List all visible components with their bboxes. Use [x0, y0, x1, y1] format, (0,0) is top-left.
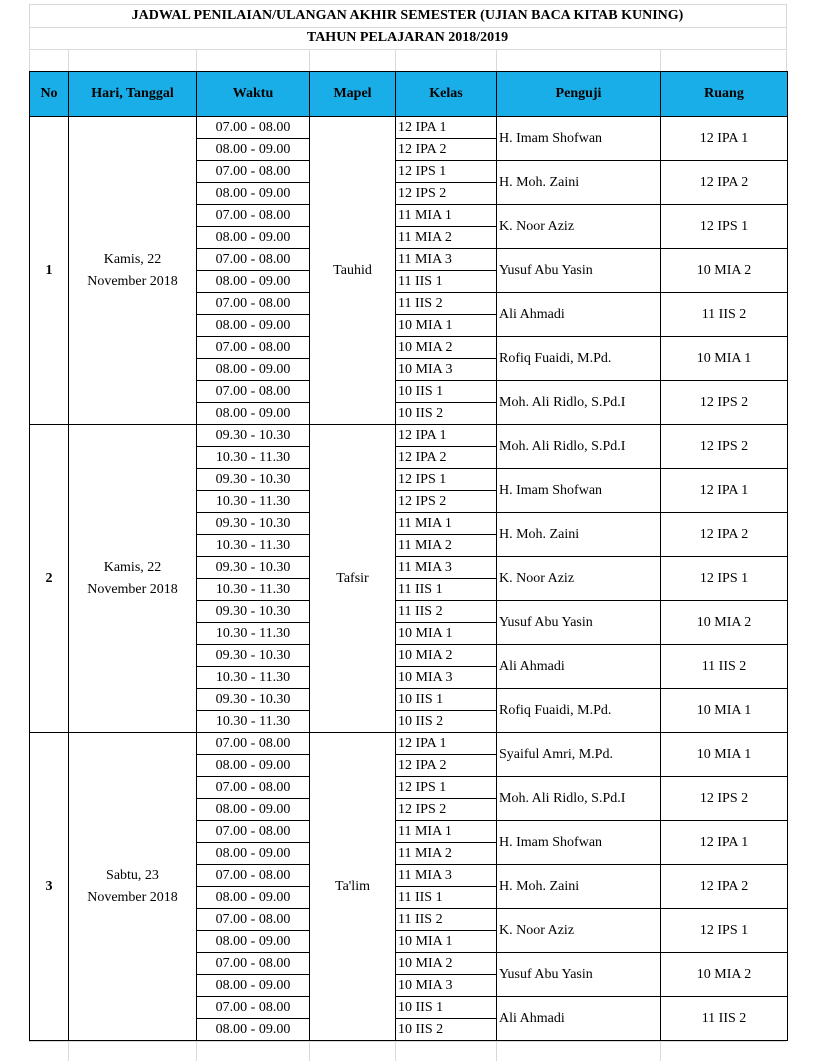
- table-row: [30, 733, 788, 755]
- gridline: [29, 49, 786, 50]
- class-cell: 10 MIA 3: [396, 975, 497, 997]
- examiner-cell: Rofiq Fuaidi, M.Pd.: [497, 689, 661, 733]
- gridline: [309, 49, 310, 71]
- table-row: [30, 117, 788, 139]
- class-cell: 11 MIA 2: [396, 843, 497, 865]
- gridline: [68, 49, 69, 71]
- header-mapel: Mapel: [310, 72, 396, 117]
- time-cell: 07.00 - 08.00: [197, 161, 310, 183]
- time-cell: 08.00 - 09.00: [197, 403, 310, 425]
- class-cell: 10 MIA 2: [396, 645, 497, 667]
- class-cell: 10 MIA 1: [396, 931, 497, 953]
- class-cell: 12 IPS 1: [396, 469, 497, 491]
- class-cell: 11 MIA 3: [396, 865, 497, 887]
- room-cell: 12 IPS 1: [661, 205, 788, 249]
- examiner-cell: H. Imam Shofwan: [497, 469, 661, 513]
- header-row: [30, 72, 788, 117]
- class-cell: 10 MIA 3: [396, 359, 497, 381]
- day-text: Kamis, 22: [103, 251, 162, 267]
- time-cell: 08.00 - 09.00: [197, 359, 310, 381]
- time-cell: 07.00 - 08.00: [197, 997, 310, 1019]
- room-cell: 12 IPS 1: [661, 909, 788, 953]
- room-cell: 10 MIA 1: [661, 733, 788, 777]
- gridline: [660, 49, 661, 71]
- class-cell: 10 IIS 1: [396, 997, 497, 1019]
- time-cell: 08.00 - 09.00: [197, 887, 310, 909]
- class-cell: 12 IPS 1: [396, 777, 497, 799]
- subject-cell: Ta'lim: [310, 733, 396, 1041]
- time-cell: 07.00 - 08.00: [197, 249, 310, 271]
- gridline: [786, 4, 787, 71]
- time-cell: 09.30 - 10.30: [197, 425, 310, 447]
- examiner-cell: H. Imam Shofwan: [497, 117, 661, 161]
- examiner-cell: Moh. Ali Ridlo, S.Pd.I: [497, 381, 661, 425]
- examiner-cell: Moh. Ali Ridlo, S.Pd.I: [497, 777, 661, 821]
- time-cell: 08.00 - 09.00: [197, 139, 310, 161]
- class-cell: 11 IIS 2: [396, 601, 497, 623]
- time-cell: 07.00 - 08.00: [197, 117, 310, 139]
- class-cell: 12 IPS 2: [396, 799, 497, 821]
- class-cell: 10 MIA 3: [396, 667, 497, 689]
- time-cell: 08.00 - 09.00: [197, 843, 310, 865]
- document-title: JADWAL PENILAIAN/ULANGAN AKHIR SEMESTER (UJIAN BACA KITAB KUNING): [131, 8, 684, 23]
- header-ruang: Ruang: [661, 72, 788, 117]
- room-cell: 10 MIA 2: [661, 601, 788, 645]
- room-cell: 12 IPA 2: [661, 161, 788, 205]
- room-cell: 12 IPS 2: [661, 425, 788, 469]
- date-text: November 2018: [87, 889, 178, 905]
- room-cell: 12 IPA 1: [661, 117, 788, 161]
- time-cell: 08.00 - 09.00: [197, 1019, 310, 1041]
- class-cell: 10 MIA 1: [396, 315, 497, 337]
- document-subtitle: TAHUN PELAJARAN 2018/2019: [306, 30, 509, 45]
- class-cell: 10 IIS 1: [396, 689, 497, 711]
- examiner-cell: K. Noor Aziz: [497, 205, 661, 249]
- gridline: [395, 49, 396, 71]
- row-number: 2: [30, 425, 69, 733]
- time-cell: 07.00 - 08.00: [197, 381, 310, 403]
- gridline: [196, 49, 197, 71]
- schedule-table: [29, 71, 788, 1041]
- class-cell: 12 IPA 2: [396, 447, 497, 469]
- examiner-cell: H. Imam Shofwan: [497, 821, 661, 865]
- time-cell: 10.30 - 11.30: [197, 579, 310, 601]
- room-cell: 10 MIA 1: [661, 337, 788, 381]
- day-text: Kamis, 22: [103, 559, 162, 575]
- class-cell: 11 MIA 2: [396, 227, 497, 249]
- gridline: [395, 1041, 396, 1061]
- class-cell: 11 IIS 2: [396, 293, 497, 315]
- class-cell: 10 MIA 2: [396, 337, 497, 359]
- examiner-cell: H. Moh. Zaini: [497, 865, 661, 909]
- examiner-cell: Rofiq Fuaidi, M.Pd.: [497, 337, 661, 381]
- class-cell: 11 IIS 1: [396, 579, 497, 601]
- examiner-cell: K. Noor Aziz: [497, 557, 661, 601]
- time-cell: 07.00 - 08.00: [197, 205, 310, 227]
- class-cell: 11 IIS 1: [396, 887, 497, 909]
- time-cell: 10.30 - 11.30: [197, 535, 310, 557]
- examiner-cell: K. Noor Aziz: [497, 909, 661, 953]
- gridline: [496, 1041, 497, 1061]
- time-cell: 09.30 - 10.30: [197, 469, 310, 491]
- room-cell: 12 IPS 2: [661, 381, 788, 425]
- room-cell: 12 IPA 1: [661, 469, 788, 513]
- class-cell: 12 IPS 2: [396, 491, 497, 513]
- header-kelas: Kelas: [396, 72, 497, 117]
- date-text: November 2018: [87, 273, 178, 289]
- time-cell: 07.00 - 08.00: [197, 777, 310, 799]
- examiner-cell: Moh. Ali Ridlo, S.Pd.I: [497, 425, 661, 469]
- gridline: [29, 1041, 786, 1042]
- header-hari-tanggal: Hari, Tanggal: [69, 72, 197, 117]
- time-cell: 09.30 - 10.30: [197, 689, 310, 711]
- class-cell: 10 IIS 2: [396, 711, 497, 733]
- gridline: [660, 1041, 661, 1061]
- header-waktu: Waktu: [197, 72, 310, 117]
- time-cell: 07.00 - 08.00: [197, 909, 310, 931]
- room-cell: 12 IPA 2: [661, 865, 788, 909]
- class-cell: 12 IPA 1: [396, 117, 497, 139]
- time-cell: 07.00 - 08.00: [197, 733, 310, 755]
- examiner-cell: Ali Ahmadi: [497, 997, 661, 1041]
- room-cell: 12 IPS 1: [661, 557, 788, 601]
- row-number: 1: [30, 117, 69, 425]
- subject-cell: Tafsir: [310, 425, 396, 733]
- time-cell: 07.00 - 08.00: [197, 953, 310, 975]
- class-cell: 11 MIA 3: [396, 249, 497, 271]
- class-cell: 11 IIS 1: [396, 271, 497, 293]
- class-cell: 12 IPA 2: [396, 139, 497, 161]
- class-cell: 11 MIA 1: [396, 205, 497, 227]
- class-cell: 11 IIS 2: [396, 909, 497, 931]
- time-cell: 08.00 - 09.00: [197, 755, 310, 777]
- time-cell: 10.30 - 11.30: [197, 491, 310, 513]
- class-cell: 12 IPS 1: [396, 161, 497, 183]
- time-cell: 10.30 - 11.30: [197, 667, 310, 689]
- examiner-cell: Ali Ahmadi: [497, 293, 661, 337]
- class-cell: 12 IPA 1: [396, 733, 497, 755]
- examiner-cell: Ali Ahmadi: [497, 645, 661, 689]
- header-penguji: Penguji: [497, 72, 661, 117]
- time-cell: 09.30 - 10.30: [197, 513, 310, 535]
- room-cell: 11 IIS 2: [661, 645, 788, 689]
- time-cell: 07.00 - 08.00: [197, 865, 310, 887]
- time-cell: 08.00 - 09.00: [197, 227, 310, 249]
- class-cell: 10 MIA 2: [396, 953, 497, 975]
- room-cell: 10 MIA 1: [661, 689, 788, 733]
- time-cell: 07.00 - 08.00: [197, 337, 310, 359]
- room-cell: 11 IIS 2: [661, 293, 788, 337]
- examiner-cell: Yusuf Abu Yasin: [497, 953, 661, 997]
- time-cell: 08.00 - 09.00: [197, 183, 310, 205]
- gridline: [68, 1041, 69, 1061]
- examiner-cell: H. Moh. Zaini: [497, 161, 661, 205]
- class-cell: 11 MIA 2: [396, 535, 497, 557]
- room-cell: 11 IIS 2: [661, 997, 788, 1041]
- room-cell: 12 IPS 2: [661, 777, 788, 821]
- time-cell: 10.30 - 11.30: [197, 623, 310, 645]
- class-cell: 12 IPA 1: [396, 425, 497, 447]
- date-cell: [69, 733, 197, 1041]
- time-cell: 08.00 - 09.00: [197, 799, 310, 821]
- class-cell: 11 MIA 1: [396, 513, 497, 535]
- class-cell: 12 IPS 2: [396, 183, 497, 205]
- class-cell: 10 IIS 2: [396, 1019, 497, 1041]
- room-cell: 12 IPA 2: [661, 513, 788, 557]
- examiner-cell: Yusuf Abu Yasin: [497, 249, 661, 293]
- time-cell: 08.00 - 09.00: [197, 315, 310, 337]
- date-text: November 2018: [87, 581, 178, 597]
- time-cell: 08.00 - 09.00: [197, 931, 310, 953]
- examiner-cell: Syaiful Amri, M.Pd.: [497, 733, 661, 777]
- time-cell: 08.00 - 09.00: [197, 271, 310, 293]
- class-cell: 10 IIS 1: [396, 381, 497, 403]
- room-cell: 10 MIA 2: [661, 249, 788, 293]
- gridline: [309, 1041, 310, 1061]
- time-cell: 07.00 - 08.00: [197, 821, 310, 843]
- day-text: Sabtu, 23: [106, 867, 159, 883]
- time-cell: 09.30 - 10.30: [197, 645, 310, 667]
- time-cell: 09.30 - 10.30: [197, 601, 310, 623]
- room-cell: 12 IPA 1: [661, 821, 788, 865]
- time-cell: 10.30 - 11.30: [197, 711, 310, 733]
- class-cell: 10 IIS 2: [396, 403, 497, 425]
- subject-cell: Tauhid: [310, 117, 396, 425]
- time-cell: 08.00 - 09.00: [197, 975, 310, 997]
- class-cell: 11 MIA 1: [396, 821, 497, 843]
- table-row: [30, 425, 788, 447]
- time-cell: 10.30 - 11.30: [197, 447, 310, 469]
- examiner-cell: H. Moh. Zaini: [497, 513, 661, 557]
- class-cell: 10 MIA 1: [396, 623, 497, 645]
- class-cell: 11 MIA 3: [396, 557, 497, 579]
- time-cell: 09.30 - 10.30: [197, 557, 310, 579]
- time-cell: 07.00 - 08.00: [197, 293, 310, 315]
- date-cell: [69, 117, 197, 425]
- gridline: [496, 49, 497, 71]
- header-no: No: [30, 72, 69, 117]
- date-cell: [69, 425, 197, 733]
- room-cell: 10 MIA 2: [661, 953, 788, 997]
- class-cell: 12 IPA 2: [396, 755, 497, 777]
- examiner-cell: Yusuf Abu Yasin: [497, 601, 661, 645]
- row-number: 3: [30, 733, 69, 1041]
- gridline: [196, 1041, 197, 1061]
